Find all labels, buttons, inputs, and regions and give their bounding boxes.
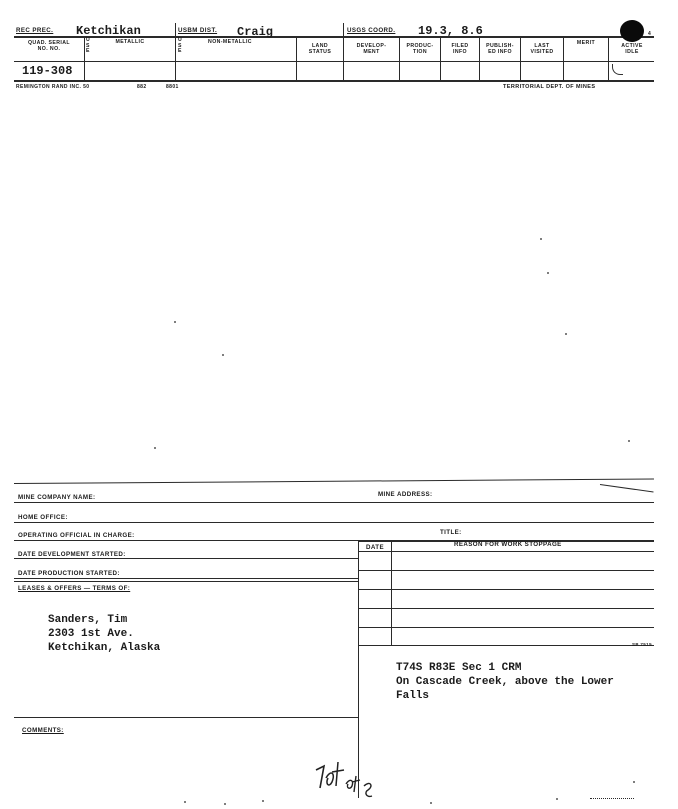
- usbm-dist-label: USBM DIST.: [178, 27, 218, 34]
- date-development-label: DATE DEVELOPMENT STARTED:: [18, 551, 126, 558]
- location-line-1: T74S R83E Sec 1 CRM: [396, 662, 522, 674]
- title-label: TITLE:: [440, 529, 462, 536]
- col-filed-info: FILED INFO: [451, 43, 469, 55]
- punch-hole: [620, 20, 644, 42]
- col-production: PRODUC- TION: [406, 43, 434, 55]
- department-imprint: TERRITORIAL DEPT. OF MINES: [503, 84, 596, 90]
- mine-address-label: MINE ADDRESS:: [378, 491, 433, 498]
- col-nonmetallic: NON-METALLIC: [208, 39, 252, 45]
- col-land-status: LAND STATUS: [308, 43, 332, 55]
- location-line-2: On Cascade Creek, above the Lower: [396, 676, 614, 688]
- comments-label: COMMENTS:: [22, 727, 64, 734]
- handwritten-note: [312, 758, 382, 802]
- col-metallic: METALLIC: [115, 39, 145, 45]
- owner-city: Ketchikan, Alaska: [48, 642, 161, 654]
- date-production-label: DATE PRODUCTION STARTED:: [18, 570, 120, 577]
- operating-official-label: OPERATING OFFICIAL IN CHARGE:: [18, 532, 135, 539]
- owner-name: Sanders, Tim: [48, 614, 128, 626]
- quad-serial-value: 119-308: [22, 64, 73, 78]
- col-published-info: PUBLISH- ED INFO: [486, 43, 514, 55]
- reason-col-label: REASON FOR WORK STOPPAGE: [454, 541, 562, 548]
- col-use-metallic: U S E: [86, 37, 91, 54]
- rec-prec-label: REC PREC.: [16, 27, 54, 34]
- printer-imprint: REMINGTON RAND INC. 50: [16, 84, 90, 90]
- usbm-dist-value: Craig: [237, 25, 274, 39]
- home-office-label: HOME OFFICE:: [18, 514, 68, 521]
- col-merit: MERIT: [576, 40, 596, 46]
- owner-street: 2303 1st Ave.: [48, 628, 134, 640]
- col-last-visited: LAST VISITED: [530, 43, 554, 55]
- col-quad-serial: QUAD. SERIAL NO. NO.: [28, 40, 70, 52]
- col-development: DEVELOP- MENT: [356, 43, 387, 55]
- col-active-idle: ACTIVE IDLE: [621, 43, 643, 55]
- code-a: 882: [137, 84, 147, 90]
- usgs-coord-value: 19.3, 8.6: [418, 24, 483, 38]
- rec-prec-value: Ketchikan: [76, 24, 141, 38]
- location-line-3: Falls: [396, 690, 430, 702]
- col-use-nonmetallic: U S E: [178, 37, 183, 54]
- code-b: 8801: [166, 84, 179, 90]
- form-number: SP 7515: [632, 642, 652, 647]
- date-col-label: DATE: [366, 544, 384, 551]
- leases-label: LEASES & OFFERS — TERMS OF:: [18, 585, 131, 592]
- mine-company-name-label: MINE COMPANY NAME:: [18, 494, 96, 501]
- corner-mark: 4: [648, 31, 652, 37]
- usgs-coord-label: USGS COORD.: [347, 27, 396, 34]
